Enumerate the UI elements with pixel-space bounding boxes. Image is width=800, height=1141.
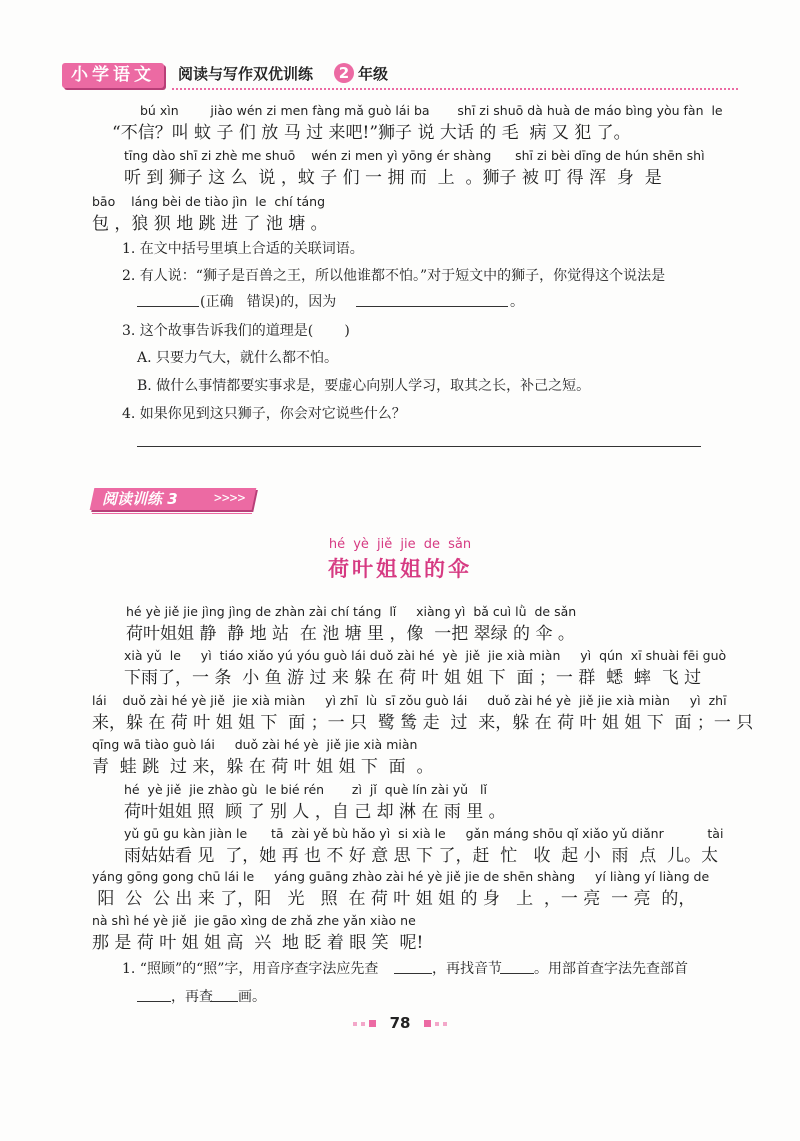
book-title: 阅读与写作双优训练 bbox=[178, 65, 314, 83]
story3-text-line-5: 荷叶姐姐 照 顾 了 别 人 ，自 己 却 淋 在 雨 里 。 bbox=[124, 802, 506, 822]
story2-pinyin-line-2: tīng dào shī zi zhè me shuō wén zi men yì yōng ér shàng shī zi bèi dīng de hún shēn shì bbox=[124, 148, 705, 163]
section-banner-label: 阅读训练 3 bbox=[102, 490, 178, 508]
question-2-end: 。 bbox=[510, 294, 524, 310]
page-number-footer bbox=[0, 1014, 800, 1032]
question-1-part-d: ，再查 bbox=[171, 989, 213, 1005]
section-banner-arrows: >>>> bbox=[214, 491, 246, 506]
question-3: 3. 这个故事告诉我们的道理是( ) bbox=[122, 323, 350, 339]
story-title-pinyin: hé yè jiě jie de sǎn bbox=[328, 537, 472, 552]
story2-pinyin-line-3: bāo láng bèi de tiào jìn le chí táng bbox=[92, 194, 326, 209]
question-1-part-e: 画。 bbox=[238, 989, 266, 1005]
subject-label: 小学语文 bbox=[71, 65, 155, 85]
answer-blank[interactable] bbox=[210, 1001, 238, 1002]
decor-square bbox=[424, 1020, 431, 1027]
question-2-options: (正确 错误)的，因为 bbox=[200, 294, 337, 310]
subject-badge bbox=[62, 63, 164, 88]
story3-pinyin-line-2: xià yǔ le yì tiáo xiǎo yú yóu guò lái duǒ zài hé yè jiě jie xià miàn yì qún xī shuài fēi guò bbox=[124, 648, 727, 663]
story3-text-line-8: 那 是 荷 叶 姐 姐 高 兴 地 眨 着 眼 笑 呢! bbox=[92, 933, 424, 953]
question-1-part-c: 。用部首查字法先查部首 bbox=[534, 961, 688, 977]
story3-text-line-7: 阳 公 公 出 来 了，阳 光 照 在 荷 叶 姐 姐 的 身 上 ，一 亮 一 亮 的， bbox=[92, 889, 696, 909]
story3-text-line-3: 来，躲 在 荷 叶 姐 姐 下 面 ；一 只 鹭 鸶 走 过 来，躲 在 荷 叶 姐 姐 下 面 ；一 只 bbox=[92, 713, 754, 733]
story3-text-line-2: 下雨了，一 条 小 鱼 游 过 来 躲 在 荷 叶 姐 姐 下 面 ；一 群 蟋 蟀 飞 过 bbox=[124, 668, 702, 688]
story3-text-line-1: 荷叶姐姐 静 静 地 站 在 池 塘 里 ，像 一把 翠绿 的 伞 。 bbox=[126, 624, 575, 644]
answer-blank[interactable] bbox=[137, 306, 199, 307]
page-number: 78 bbox=[389, 1014, 411, 1032]
decor-square bbox=[369, 1020, 376, 1027]
story3-text-line-6: 雨姑姑看 见 了，她 再 也 不 好 意 思 下 了，赶 忙 收 起 小 雨 点 儿。太 bbox=[124, 846, 719, 866]
story3-pinyin-line-6: yǔ gū gu kàn jiàn le tā zài yě bù hǎo yì si xià le gǎn máng shōu qǐ xiǎo yǔ diǎnr tài bbox=[124, 826, 724, 841]
decor-square bbox=[361, 1022, 365, 1026]
decor-square bbox=[353, 1022, 357, 1026]
story2-text-line-2: 听 到 狮子 这 么 说 ，蚊 子 们 一 拥 而 上 。狮子 被 叮 得 浑 身 是 bbox=[124, 168, 662, 188]
story3-pinyin-line-3: lái duǒ zài hé yè jiě jie xià miàn yì zhī lù sī zǒu guò lái duǒ zài hé yè jiě jie xià miàn yì zhī bbox=[92, 693, 727, 708]
header-divider bbox=[172, 88, 738, 90]
question-1-part-a: 1. “照顾”的“照”字，用音序查字法应先查 bbox=[122, 961, 379, 977]
section-banner-underline bbox=[92, 513, 252, 514]
option-a: A. 只要力气大，就什么都不怕。 bbox=[137, 350, 339, 366]
decor-square bbox=[435, 1022, 439, 1026]
answer-blank[interactable] bbox=[394, 973, 432, 974]
story2-text-line-3: 包 ，狼 狈 地 跳 进 了 池 塘 。 bbox=[92, 214, 328, 234]
story3-pinyin-line-7: yáng gōng gong chū lái le yáng guāng zhào zài hé yè jiě jie de shēn shàng yí liàng yí liàng de bbox=[92, 869, 710, 884]
grade-label: 年级 bbox=[358, 65, 389, 83]
question-2: 2. 有人说：“狮子是百兽之王，所以他谁都不怕。”对于短文中的狮子，你觉得这个说法是 bbox=[122, 268, 666, 284]
story2-pinyin-line-1: bú xìn jiào wén zi men fàng mǎ guò lái ba shī zi shuō dà huà de máo bìng yòu fàn le bbox=[140, 103, 723, 118]
answer-blank[interactable] bbox=[356, 306, 508, 307]
question-1-part-b: ，再找音节 bbox=[432, 961, 502, 977]
option-b: B. 做什么事情都要实事求是，要虚心向别人学习，取其之长，补己之短。 bbox=[137, 378, 591, 394]
decor-square bbox=[443, 1022, 447, 1026]
question-4: 4. 如果你见到这只狮子，你会对它说些什么？ bbox=[122, 406, 406, 422]
answer-blank[interactable] bbox=[500, 973, 534, 974]
story2-text-line-1: “不信？叫 蚊 子 们 放 马 过 来吧!”狮子 说 大话 的 毛 病 又 犯 了。 bbox=[112, 123, 631, 143]
story3-pinyin-line-8: nà shì hé yè jiě jie gāo xìng de zhǎ zhe yǎn xiào ne bbox=[92, 913, 416, 928]
story3-text-line-4: 青 蛙 跳 过 来，躲 在 荷 叶 姐 姐 下 面 。 bbox=[92, 757, 434, 777]
story3-pinyin-line-4: qīng wā tiào guò lái duǒ zài hé yè jiě jie xià miàn bbox=[92, 737, 418, 752]
grade-number-badge: 2 bbox=[334, 63, 354, 83]
story3-pinyin-line-1: hé yè jiě jie jìng jìng de zhàn zài chí táng lǐ xiàng yì bǎ cuì lǜ de sǎn bbox=[126, 604, 577, 619]
answer-line[interactable] bbox=[137, 446, 701, 447]
story-title: 荷叶姐姐的伞 bbox=[328, 557, 472, 581]
story3-pinyin-line-5: hé yè jiě jie zhào gù le bié rén zì jǐ què lín zài yǔ lǐ bbox=[124, 782, 487, 797]
answer-blank[interactable] bbox=[137, 1001, 171, 1002]
question-1: 1. 在文中括号里填上合适的关联词语。 bbox=[122, 241, 364, 257]
